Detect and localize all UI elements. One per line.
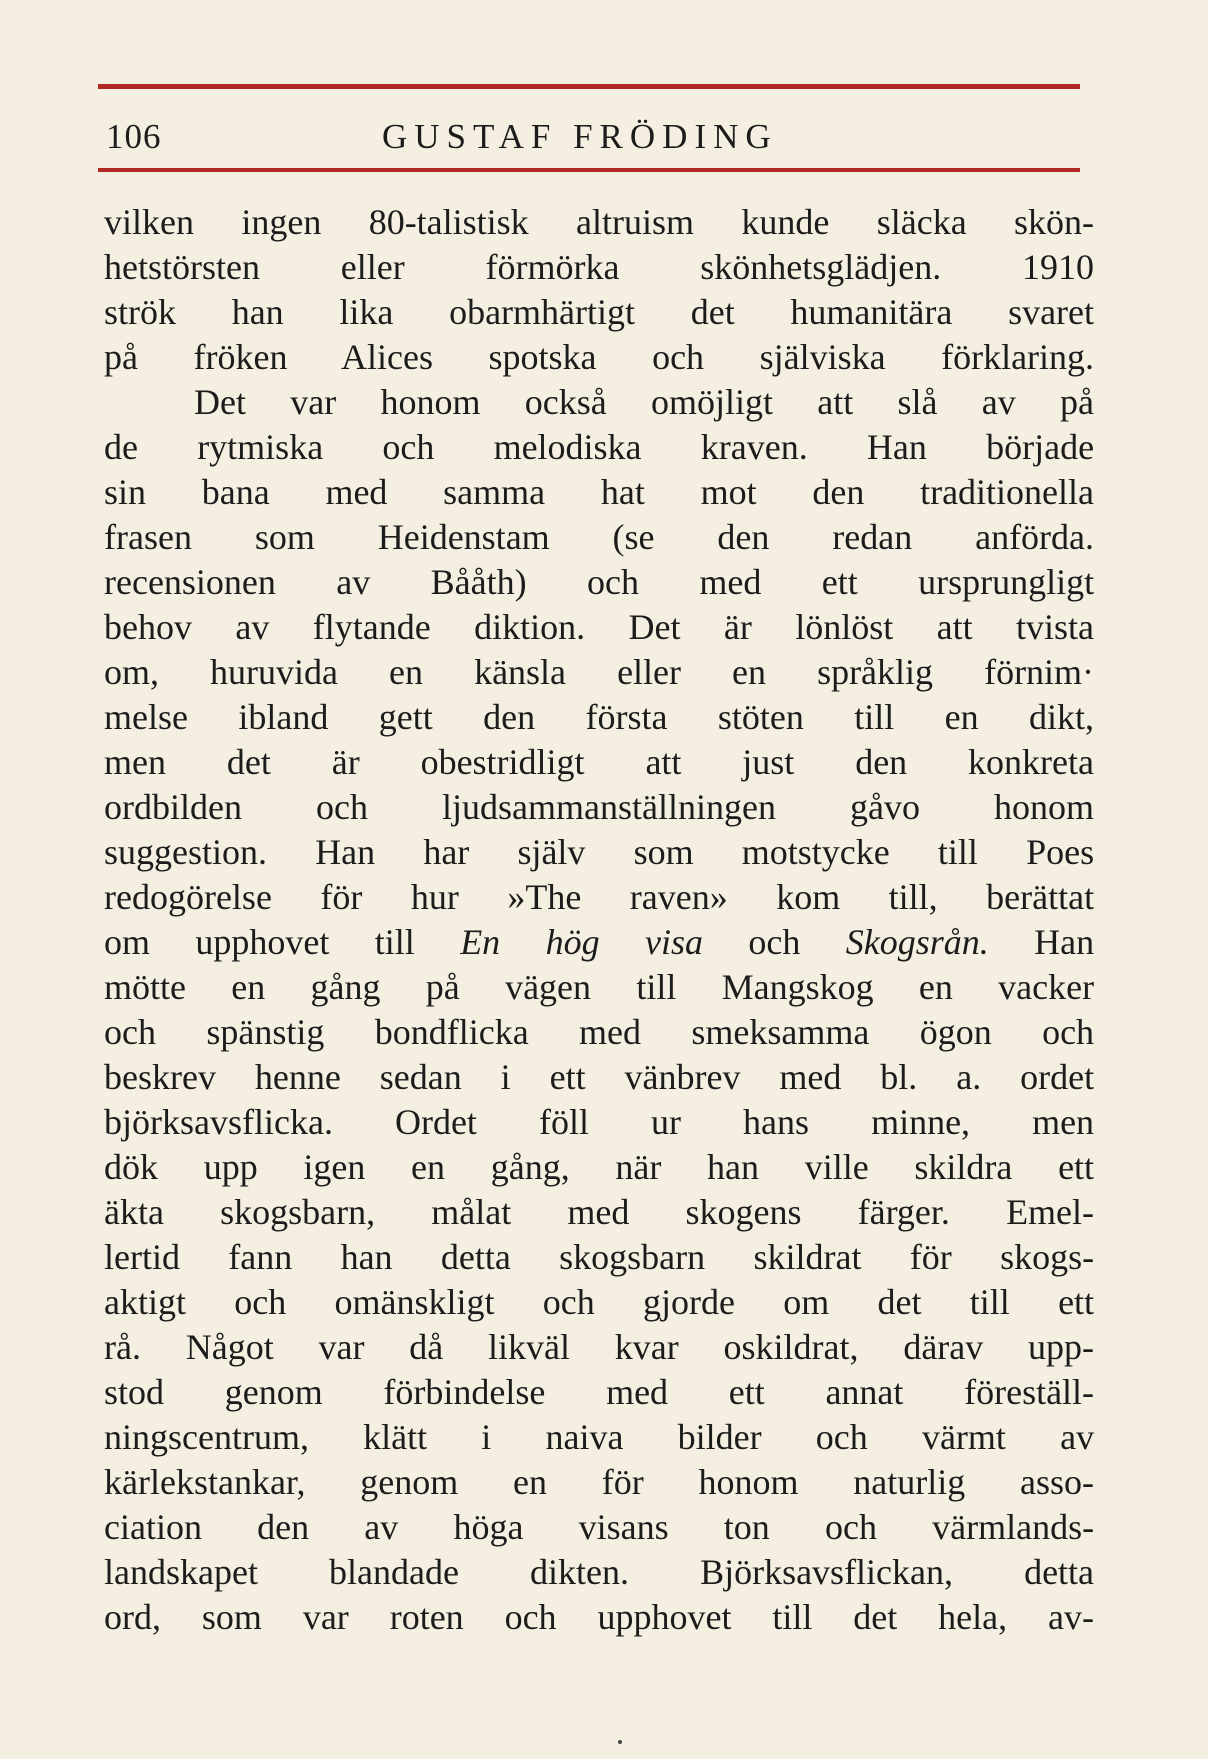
text-line [104,785,1094,830]
word: redogörelse [104,877,272,917]
word: den [483,697,536,737]
word: bl. [880,1057,918,1097]
word: Han [315,832,376,872]
word: förklaring. [941,337,1095,377]
word: av [1060,1417,1095,1457]
word: en [389,652,424,692]
word: skildrat [753,1237,862,1277]
word: och [504,1597,557,1637]
word: björksavsflicka. [104,1102,333,1142]
text-line [104,1100,1094,1145]
word: på [1060,382,1095,422]
word: henne [254,1057,341,1097]
text-line [104,425,1094,470]
word: just [742,742,795,782]
word: hela, [938,1597,1008,1637]
word: men [1032,1102,1095,1142]
word: Det [628,607,681,647]
word: aktigt [104,1282,186,1322]
italic-title-word: En [460,922,501,962]
word: Han [1034,922,1095,962]
word: gång [310,967,381,1007]
word: kom [776,877,841,917]
word: flytande [312,607,431,647]
text-line [104,1415,1094,1460]
word: ningscentrum, [104,1417,309,1457]
word: visans [578,1507,669,1547]
word: hans [743,1102,810,1142]
word: det [690,292,735,332]
italic-title-word: Skogsrån. [845,922,989,962]
word: lertid [104,1237,180,1277]
word: är [723,607,752,647]
word: i [481,1417,492,1457]
word: diktion. [474,607,586,647]
word: med [567,1192,630,1232]
word: genom [360,1462,459,1502]
word: värmlands- [932,1507,1095,1547]
word: att [936,607,973,647]
word: om [783,1282,830,1322]
text-line [104,560,1094,605]
word: berättat [986,877,1095,917]
word: landskapet [104,1552,258,1592]
word: av- [1048,1597,1095,1637]
word: annat [825,1372,904,1412]
word: den [855,742,908,782]
word: han [231,292,284,332]
word: altruism [576,202,695,242]
word: färger. [857,1192,950,1232]
word: med [579,1012,642,1052]
word: mötte [104,967,186,1007]
word: till [854,697,895,737]
word: och [234,1282,287,1322]
word: och [748,922,801,962]
word: vänbrev [624,1057,741,1097]
word: den [812,472,865,512]
word: men [104,742,166,782]
word: obarmhärtigt [449,292,636,332]
word: i [500,1057,511,1097]
word: lönlöst [795,607,894,647]
word: föll [538,1102,589,1142]
word: a. [956,1057,982,1097]
word: ett [1058,1147,1095,1187]
text-line [104,1460,1094,1505]
word: humanitära [790,292,953,332]
text-line [104,740,1094,785]
word: eller [340,247,405,287]
word: är [331,742,360,782]
word: att [817,382,854,422]
word: känsla [474,652,567,692]
text-line [104,605,1094,650]
word: obestridligt [420,742,585,782]
word: (se [612,517,655,557]
text-line [104,1325,1094,1370]
word: Heidenstam [377,517,550,557]
word: raven» [629,877,728,917]
word: melodiska [493,427,642,467]
word: melse [104,697,188,737]
word: skogs- [1000,1237,1095,1277]
italic-title-word: visa [644,922,703,962]
word: på [104,337,138,377]
word: till [636,967,677,1007]
word: recensionen [104,562,276,602]
word: förmörka [485,247,620,287]
word: gjorde [643,1282,735,1322]
text-line [104,515,1094,560]
text-line [104,200,1094,245]
word: naiva [545,1417,624,1457]
word: asso- [1020,1462,1095,1502]
word: anförda. [975,517,1095,557]
word: slå [897,382,938,422]
word: ton [723,1507,770,1547]
word: omänskligt [334,1282,495,1322]
word: Bååth) [430,562,527,602]
word: när [615,1147,662,1187]
word: språklig [817,652,934,692]
word: en [944,697,979,737]
word: bilder [677,1417,762,1457]
word: med [606,1372,669,1412]
text-line [104,290,1094,335]
text-line [104,1235,1094,1280]
word: gång, [490,1147,570,1187]
word: sedan [379,1057,462,1097]
word: till [772,1597,813,1637]
running-title: GUSTAF FRÖDING [382,117,778,156]
word: ljudsammanställningen [442,787,776,827]
word: frasen [104,517,192,557]
text-line [104,1280,1094,1325]
text-line [104,965,1094,1010]
word: lika [339,292,394,332]
word: gåvo [850,787,920,827]
text-line [104,1505,1094,1550]
word: dikt, [1029,697,1095,737]
word: själviska [759,337,886,377]
top-rule [98,84,1080,89]
text-line [104,695,1094,740]
word: en [411,1147,446,1187]
text-line [104,1145,1094,1190]
word: rytmiska [197,427,324,467]
word: höga [453,1507,524,1547]
word: upphovet [597,1597,732,1637]
word: ordet [1020,1057,1095,1097]
word: Det [194,382,246,422]
word: rå. [104,1327,141,1367]
word: skogsbarn [559,1237,706,1277]
word: svaret [1008,292,1095,332]
word: en [231,967,266,1007]
word: sin [104,472,147,512]
word: som [201,1597,262,1637]
word: ett [821,562,858,602]
word: likväl [488,1327,571,1367]
word: detta [440,1237,511,1277]
word: en [512,1462,547,1502]
word: och [1042,1012,1095,1052]
word: ord, [104,1597,161,1637]
word: behov [104,607,192,647]
text-line [104,1595,1094,1640]
word: dikten. [530,1552,629,1592]
word: konkreta [968,742,1094,782]
word: därav [903,1327,984,1367]
word: Han [866,427,927,467]
word: ciation [104,1507,202,1547]
word: detta [1024,1552,1095,1592]
word: »The [507,877,582,917]
word: på [425,967,460,1007]
word: med [325,472,388,512]
word: vägen [505,967,592,1007]
word: hur [410,877,459,917]
word: upphovet [195,922,330,962]
word: mot [700,472,757,512]
text-line [104,830,1094,875]
word: äkta [104,1192,164,1232]
word: Något [185,1327,274,1367]
word: dök [104,1147,158,1187]
text-line [104,1055,1094,1100]
word: med [699,562,762,602]
word: honom [698,1462,799,1502]
word: kraven. [700,427,808,467]
word: genom [224,1372,323,1412]
word: redan [832,517,913,557]
word: motstycke [741,832,890,872]
word: stod [104,1372,165,1412]
word: bondflicka [374,1012,529,1052]
word: till [374,922,415,962]
word: och [652,337,705,377]
word: upp [203,1147,258,1187]
word: gett [378,697,433,737]
word: Björksavsflickan, [700,1552,954,1592]
word: och [815,1417,868,1457]
word: och [587,562,639,602]
word: om, [104,652,160,692]
word: smeksamma [691,1012,870,1052]
word: honom [994,787,1095,827]
word: var [302,1597,349,1637]
word: honom [380,382,481,422]
word: den [717,517,770,557]
word: ursprungligt [918,562,1095,602]
word: Alices [341,337,433,377]
word: roten [389,1597,464,1637]
word: värmt [921,1417,1006,1457]
word: samma [443,472,546,512]
word: och [104,1012,156,1052]
word: vacker [998,967,1095,1007]
word: beskrev [104,1057,216,1097]
word: naturlig [853,1462,966,1502]
word: släcka [876,202,967,242]
word: och [824,1507,877,1547]
word: målat [431,1192,512,1232]
text-line [104,380,1094,425]
page-header [106,112,1074,162]
word: också [524,382,607,422]
text-line [104,1010,1094,1055]
word: fröken [193,337,288,377]
word: ur [651,1102,681,1142]
word: om [104,922,151,962]
word: skön- [1014,202,1095,242]
word: ordbilden [104,787,242,827]
word: Mangskog [721,967,874,1007]
word: huruvida [210,652,339,692]
word: som [254,517,315,557]
word: strök [104,292,176,332]
text-line [104,1550,1094,1595]
word: skönhetsglädjen. [700,247,942,287]
text-line [104,650,1094,695]
word: minne, [871,1102,971,1142]
word: då [409,1327,444,1367]
word: det [877,1282,922,1322]
word: Emel- [1006,1192,1095,1232]
word: var [318,1327,365,1367]
word: av [364,1507,399,1547]
word: 80-talistisk [368,202,529,242]
word: till [937,832,978,872]
word: eller [617,652,682,692]
page-number: 106 [106,117,162,156]
word: hetstörsten [104,247,260,287]
word: föreställ- [964,1372,1095,1412]
word: det [853,1597,898,1637]
text-line [104,245,1094,290]
body-text [104,200,1094,1640]
word: av [981,382,1016,422]
word: ögon [919,1012,992,1052]
word: det [226,742,271,782]
word: igen [303,1147,366,1187]
word: spänstig [206,1012,325,1052]
word: upp- [1028,1327,1095,1367]
print-speck [618,1740,622,1744]
word: har [423,832,470,872]
word: till, [888,877,938,917]
word: och [542,1282,595,1322]
word: ibland [238,697,329,737]
word: suggestion. [104,832,268,872]
word: oskildrat, [723,1327,859,1367]
word: de [104,427,138,467]
word: Ordet [394,1102,477,1142]
text-line [104,1370,1094,1415]
word: kunde [741,202,830,242]
word: skogsbarn, [220,1192,376,1232]
text-line [104,875,1094,920]
word: med [779,1057,842,1097]
word: ville [804,1147,869,1187]
word: ett [549,1057,586,1097]
word: ett [1058,1282,1095,1322]
header-rule [98,168,1080,172]
text-line [104,335,1094,380]
word: var [290,382,337,422]
word: spotska [488,337,597,377]
word: för [601,1462,644,1502]
word: som [633,832,694,872]
text-line [104,470,1094,515]
word: av [336,562,371,602]
word: omöjligt [651,382,774,422]
word: stöten [717,697,804,737]
word: hat [600,472,645,512]
word: Poes [1026,832,1095,872]
word: bana [201,472,270,512]
word: själv [517,832,586,872]
word: klätt [363,1417,428,1457]
word: skogens [685,1192,802,1232]
word: fann [228,1237,293,1277]
word: vilken [104,202,194,242]
word: förnim· [984,652,1095,692]
word: för [909,1237,952,1277]
word: av [235,607,270,647]
word: 1910 [1022,247,1095,287]
word: kvar [614,1327,679,1367]
word: skildra [914,1147,1013,1187]
word: och [382,427,435,467]
word: en [918,967,953,1007]
word: för [320,877,363,917]
word: den [257,1507,310,1547]
word: en [732,652,767,692]
italic-title-word: hög [545,922,600,962]
word: han [707,1147,760,1187]
word: han [340,1237,393,1277]
word: ett [728,1372,765,1412]
word: ingen [241,202,322,242]
word: tvista [1016,607,1095,647]
word: att [645,742,682,782]
word: till [969,1282,1010,1322]
word: förbindelse [383,1372,546,1412]
word: kärlekstankar, [104,1462,306,1502]
text-line [104,920,1094,965]
word: traditionella [920,472,1095,512]
word: började [986,427,1095,467]
word: och [316,787,368,827]
word: blandade [329,1552,459,1592]
text-line [104,1190,1094,1235]
word: första [585,697,668,737]
